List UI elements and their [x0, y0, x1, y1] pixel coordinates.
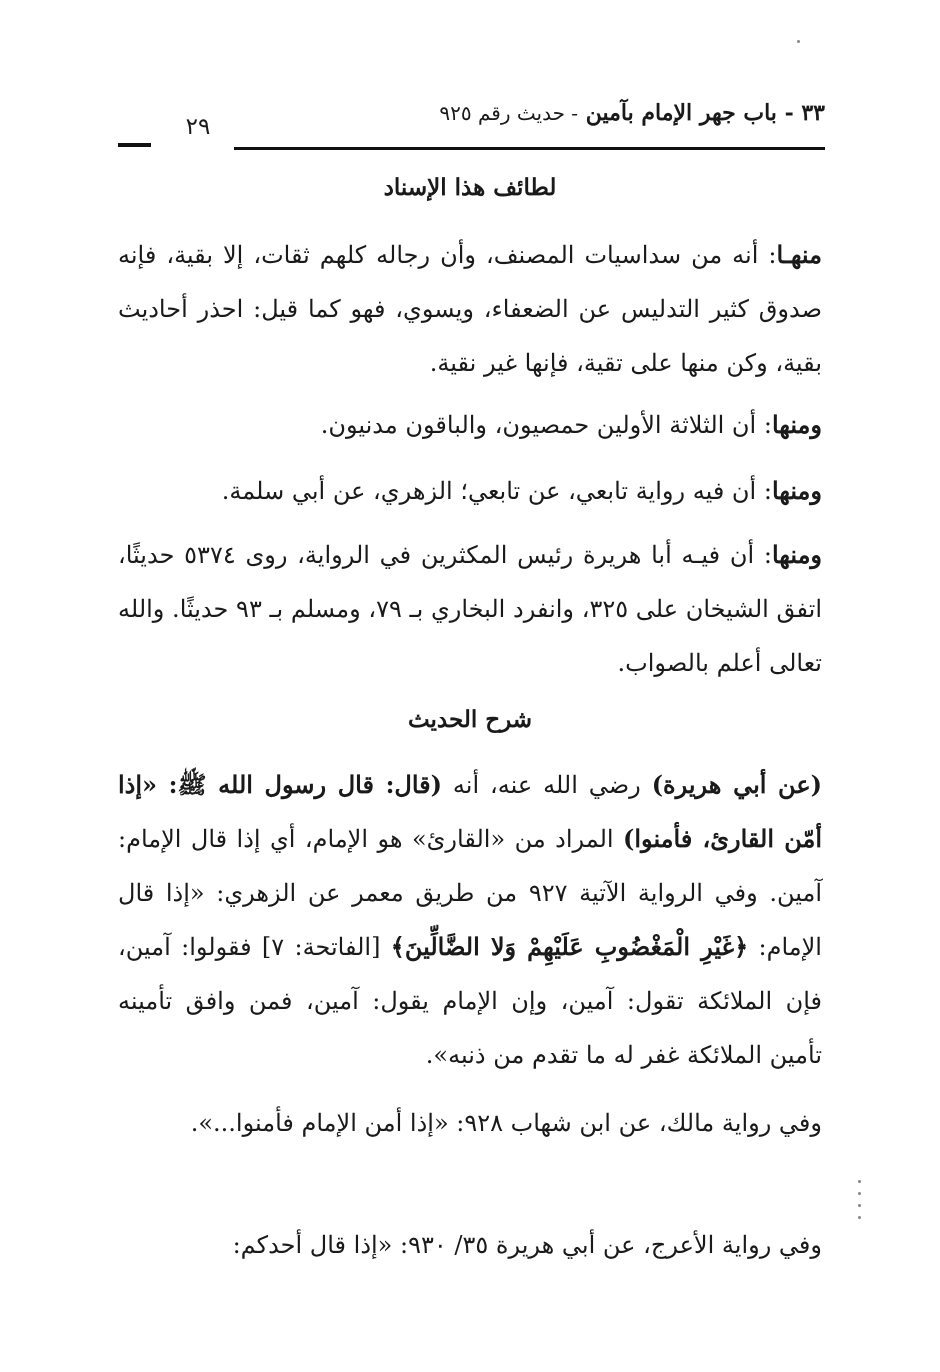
paragraph-isnad-4: [118, 528, 822, 690]
scan-speck: [858, 1204, 861, 1207]
paragraph-text: [الفاتحة: ٧] فقولوا: آمين، فإن الملائكة تقول: آمين، وإن الإمام يقول: آمين، فمن وافق تأمينه تأمين الملائكة غفر له ما تقدم من ذنبه».: [118, 933, 822, 1069]
paragraph-lead: ومنها: [771, 410, 822, 439]
header-rule-short: [118, 143, 151, 147]
paragraph-sharh-1: [118, 758, 822, 1082]
paragraph-lead: ومنها: [771, 540, 823, 569]
section-heading-sharh: شرح الحديث: [407, 706, 533, 733]
chapter-title: ٣٣ - باب جهر الإمام بآمين: [585, 100, 825, 126]
paragraph-text: المراد من «القارئ» هو الإمام، أي إذا قال الإمام: آمين. وفي الرواية الآتية ٩٢٧ من طريق معمر عن الزهري: «إذا قال الإمام:: [118, 825, 822, 961]
section-heading-isnad: لطائف هذا الإسناد: [383, 174, 557, 201]
paragraph-text: : أن الثلاثة الأولين حمصيون، والباقون مدنيون.: [320, 411, 772, 439]
paragraph-sharh-2: [118, 1096, 822, 1150]
page-number: ٢٩: [185, 114, 211, 140]
paragraph-text: وفي رواية الأعرج، عن أبي هريرة ٣٥/ ٩٣٠: «إذا قال أحدكم:: [232, 1231, 822, 1259]
scan-speck: [797, 40, 800, 43]
paragraph-lead: منهـا: [776, 240, 822, 269]
paragraph-isnad-2: [118, 398, 822, 452]
paragraph-lead: ومنها: [771, 476, 822, 505]
chapter-running-title: [405, 100, 825, 126]
paragraph-text: : أن فيـه أبا هريرة رئيس المكثرين في الرواية، روى ٥٣٧٤ حديثًا، اتفق الشيخان على ٣٢٥، وانفرد البخاري بـ ٧٩، ومسلم بـ ٩٣ حديثًا. والله تعالى أعلم بالصواب.: [118, 541, 822, 677]
paragraph-sharh-3: [118, 1218, 822, 1272]
quote-lead: (قال: قال رسول الله ﷺ:: [168, 770, 443, 799]
scan-speck: [858, 1216, 861, 1219]
paragraph-isnad-1: [118, 228, 822, 390]
paragraph-text: رضي الله عنه، أنه: [442, 771, 652, 799]
paragraph-text: : أنه من سداسيات المصنف، وأن رجاله كلهم ثقات، إلا بقية، فإنه صدوق كثير التدليس عن الضعفاء، ويسوي، فهو كما قيل: احذر أحاديث بقية، وكن منها على تقية، فإنها غير نقية.: [118, 241, 822, 377]
header-rule: [234, 147, 825, 150]
hadith-reference: - حديث رقم ٩٢٥: [439, 101, 579, 125]
scan-speck: [858, 1192, 861, 1195]
hadith-quote: «إذا أمّن القارئ، فأمنوا): [118, 770, 822, 853]
scan-speck: [858, 1180, 861, 1183]
narrator-text: (عن أبي هريرة): [651, 770, 822, 799]
paragraph-text: : أن فيه رواية تابعي، عن تابعي؛ الزهري، عن أبي سلمة.: [221, 477, 772, 505]
quran-verse: ﴿غَيْرِ الْمَغْضُوبِ عَلَيْهِمْ وَلا الضَّالِّينَ﴾: [390, 932, 749, 961]
paragraph-isnad-3: [118, 464, 822, 518]
paragraph-text: وفي رواية مالك، عن ابن شهاب ٩٢٨: «إذا أمن الإمام فأمنوا...».: [190, 1109, 822, 1137]
